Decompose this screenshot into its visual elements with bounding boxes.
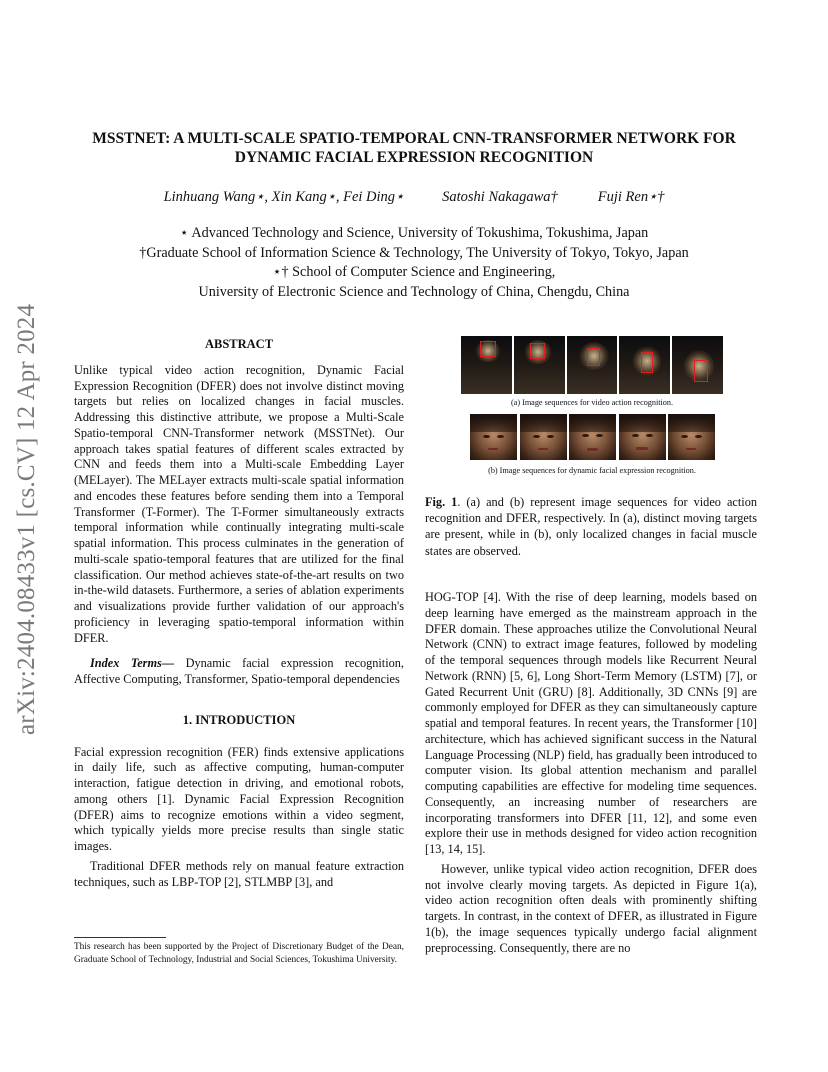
arxiv-identifier: arXiv:2404.08433v1 [cs.CV] 12 Apr 2024: [13, 303, 40, 735]
figure-label: Fig. 1: [425, 495, 458, 509]
target-bounding-box: [587, 348, 600, 366]
figure-1-caption: [425, 494, 757, 559]
author-group-3: Fuji Ren⋆†: [597, 189, 665, 205]
affiliation-line: ⋆ Advanced Technology and Science, University of Tokushima, Tokushima, Japan: [179, 225, 649, 241]
face-frame: [668, 414, 715, 460]
title-line-1: MSSTNET: A MULTI-SCALE SPATIO-TEMPORAL CNN-TRANSFORMER NETWORK FOR: [92, 130, 736, 147]
video-frame: [514, 336, 565, 394]
figure-1b-caption: (b) Image sequences for dynamic facial expression recognition.: [488, 466, 696, 475]
face-frame: [619, 414, 666, 460]
video-frame: [461, 336, 512, 394]
target-bounding-box: [530, 343, 545, 359]
author-group-2: Satoshi Nakagawa†: [442, 189, 558, 205]
face-frame: [470, 414, 517, 460]
author-list: [60, 187, 768, 207]
figure-1a-image-strip: [461, 336, 723, 394]
affiliations: [60, 224, 768, 302]
left-column: [74, 337, 404, 890]
title-line-2: DYNAMIC FACIAL EXPRESSION RECOGNITION: [234, 149, 594, 166]
abstract-body: Unlike typical video action recognition, Dynamic Facial Expression Recognition (DFER) does not involve distinct moving targets but relies on localized changes in facial muscles. Addressing this distinctive attribute, we propose a Multi-Scale Spatio-temporal CNN-Transformer network (MSSTNet). Our approach takes spatial features of different scales extracted by CNN and feeds them into a Multi-scale Embedding Layer (MELayer). The MELayer extracts multi-scale spatial information and encodes these features before sending them into a Temporal Transformer (T-Former). The T-Former simultaneously extracts temporal information while continually integrating multi-scale spatial information. This process culminates in the generation of multi-scale spatio-temporal features that are utilized for the final classification. Our method achieves state-of-the-art results on two in-the-wild datasets. Furthermore, a series of ablation experiments and visualizations provide further validation of our approach's proficiency in leveraging spatio-temporal information within DFER.: [74, 362, 404, 645]
figure-1b-image-strip: [470, 414, 715, 460]
intro-heading: 1. INTRODUCTION: [182, 712, 296, 727]
index-terms-text: Dynamic facial expression recognition, Affective Computing, Transformer, Spatio-temporal dependencies: [74, 656, 405, 686]
figure-1a-caption: (a) Image sequences for video action recognition.: [510, 398, 674, 407]
affiliation-line: †Graduate School of Information Science & Technology, The University of Tokyo, Tokyo, Japan: [139, 244, 689, 261]
target-bounding-box: [694, 360, 708, 382]
video-frame: [567, 336, 618, 394]
abstract-heading: ABSTRACT: [204, 337, 274, 351]
body-paragraph: HOG-TOP [4]. With the rise of deep learning, models based on deep learning have emerged as the mainstream approach in the DFER domain. These approaches utilize the Convolutional Neural Network (CNN) to extract image features, followed by modeling of the temporal sequences through models like Recurrent Neural Network (RNN) [5, 6], Long Short-Term Memory (LSTM) [7], or Gated Recurrent Unit (GRU) [8]. Additionally, 3D CNNs [9] are commonly employed for DFER as they can simultaneously capture spatial and temporal features. In recent years, the Transformer [10] architecture, which has achieved significant success in the Natural Language Processing (NLP) field, has gradually been introduced to computer vision. Its global attention mechanism and parallel computing capabilities are effective for modeling time sequences. Consequently, an increasing number of researchers are incorporating transformers into DFER [11, 12], and some even explore their use in methods designed for video action recognition [13, 14, 15].: [425, 590, 757, 856]
video-frame: [619, 336, 670, 394]
intro-paragraph-1: Facial expression recognition (FER) finds extensive applications in daily life, such as affective computing, human-computer interaction, fatigue detection in driving, and emotional robots, among others [1]. Dynamic Facial Expression Recognition (DFER) aims to recognize emotions within a video segment, which typically yields more precise results than single static images.: [74, 744, 404, 853]
body-paragraph: However, unlike typical video action recognition, DFER does not involve clearly moving targets. As depicted in Figure 1(a), video action recognition often deals with prominently shifting targets. In contrast, in the context of DFER, as illustrated in Figure 1(b), the image sequences typically undergo facial alignment preprocessing. Consequently, there are no: [425, 861, 757, 955]
author-group-1: Linhuang Wang⋆, Xin Kang⋆, Fei Ding⋆: [163, 189, 405, 205]
affiliation-line: University of Electronic Science and Technology of China, Chengdu, China: [198, 283, 630, 300]
paper-title: [60, 129, 768, 167]
figure-caption-text: . (a) and (b) represent image sequences for video action recognition and DFER, respectively. In (a), distinct moving targets are present, while in (b), only localized changes in facial muscle states are observed.: [425, 495, 757, 558]
target-bounding-box: [480, 341, 496, 357]
footnote-rule: [74, 937, 166, 938]
right-column: [425, 590, 757, 956]
intro-paragraph-2: Traditional DFER methods rely on manual feature extraction techniques, such as LBP-TOP [2], STLMBP [3], and: [74, 858, 404, 889]
index-terms: [74, 656, 404, 688]
video-frame: [672, 336, 723, 394]
index-terms-label: Index Terms—: [90, 656, 175, 671]
face-frame: [520, 414, 567, 460]
footnote: This research has been supported by the Project of Discretionary Budget of the Dean, Graduate School of Technology, Industrial and Social Sciences, Tokushima University.: [74, 942, 404, 965]
target-bounding-box: [641, 352, 653, 373]
affiliation-line: ⋆† School of Computer Science and Engineering,: [272, 264, 556, 280]
face-frame: [569, 414, 616, 460]
